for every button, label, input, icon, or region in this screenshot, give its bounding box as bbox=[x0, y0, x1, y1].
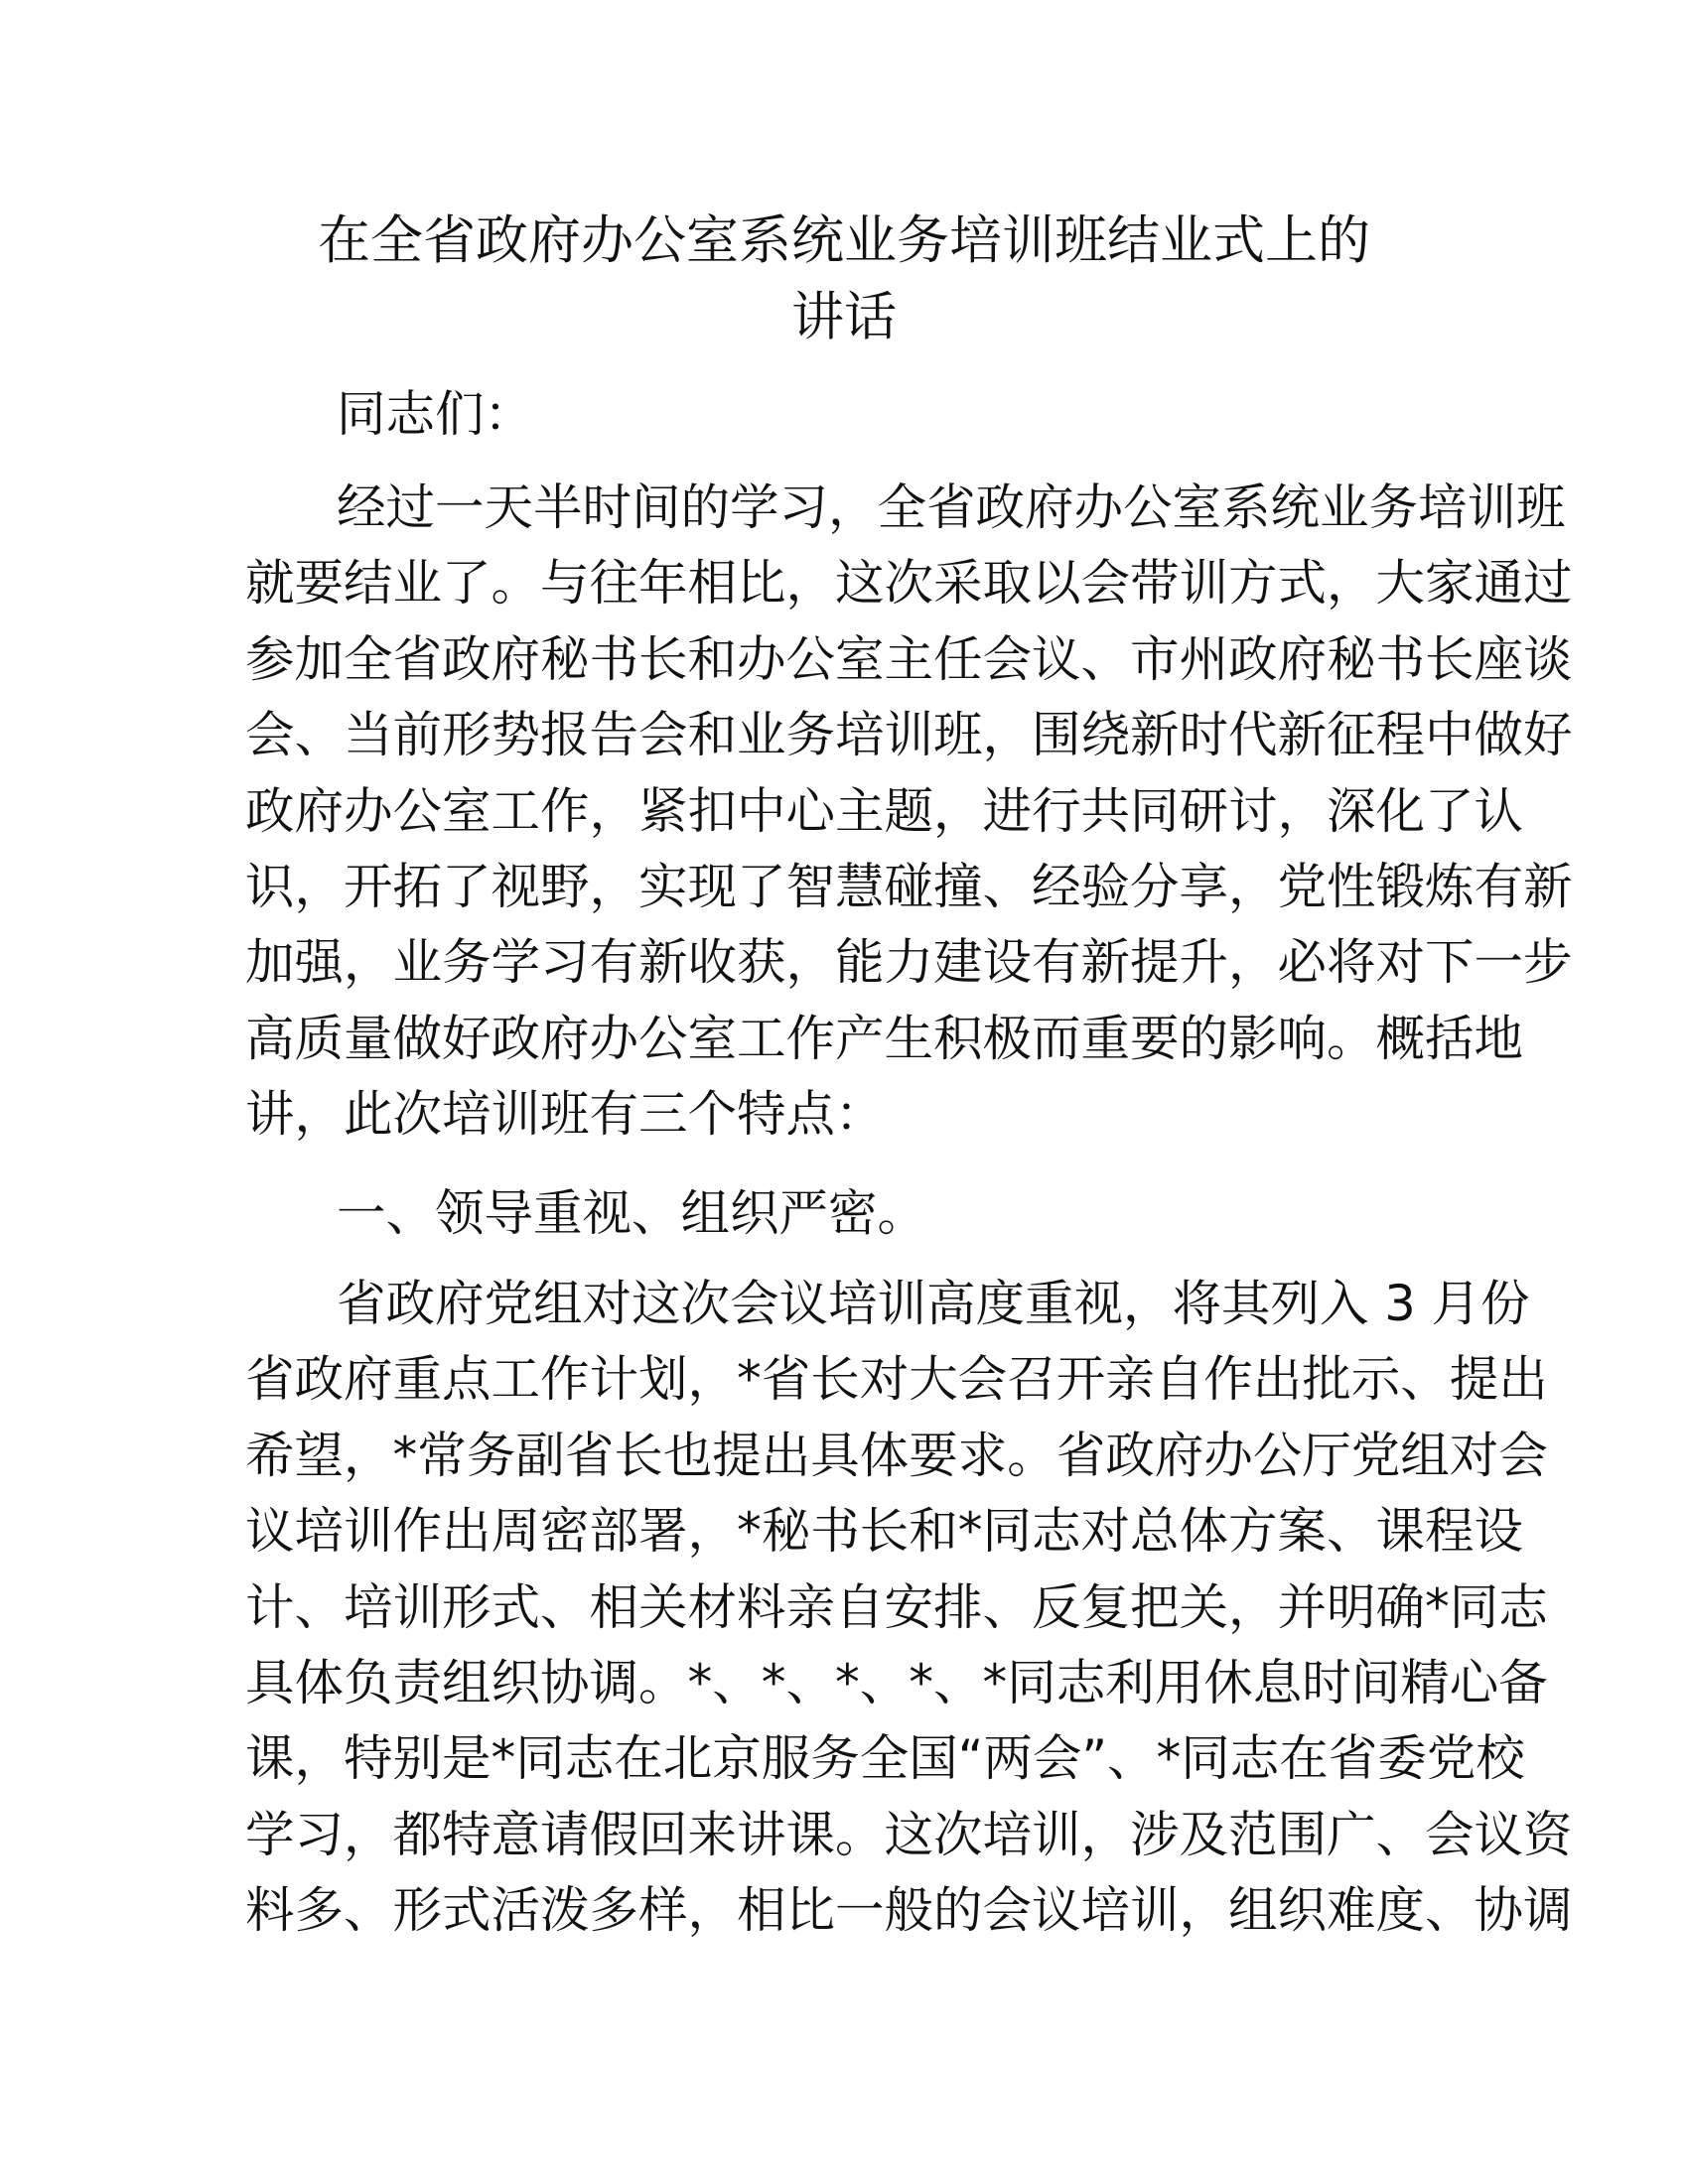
text-line: 省政府党组对这次会议培训高度重视，将其列入 3 月份 bbox=[337, 1275, 1530, 1332]
text-line: 政府办公室工作，紧扣中心主题，进行共同研讨，深化了认 bbox=[245, 781, 1523, 840]
text-line: 加强，业务学习有新收获，能力建设有新提升，必将对下一步 bbox=[245, 933, 1573, 992]
text-line: 学习，都特意请假回来讲课。这次培训，涉及范围广、会议资 bbox=[245, 1805, 1573, 1863]
text-line: 具体负责组织协调。*、*、*、*、*同志利用休息时间精心备 bbox=[245, 1653, 1548, 1711]
text-line: 计、培训形式、相关材料亲自安排、反复把关，并明确*同志 bbox=[245, 1577, 1548, 1636]
text-line: 参加全省政府秘书长和办公室主任会议、市州政府秘书长座谈 bbox=[245, 629, 1573, 688]
intro-paragraph bbox=[245, 470, 1573, 1153]
text-line: 课，特别是*同志在北京服务全国“两会”、*同志在省委党校 bbox=[245, 1729, 1525, 1788]
document-title-line-2: 讲话 bbox=[791, 287, 897, 347]
text-line: 就要结业了。与往年相比，这次采取以会带训方式，大家通过 bbox=[245, 554, 1573, 613]
text-line: 会、当前形势报告会和业务培训班，围绕新时代新征程中做好 bbox=[245, 706, 1573, 764]
text-line: 识，开拓了视野，实现了智慧碰撞、经验分享，党性锻炼有新 bbox=[245, 857, 1573, 915]
text-line: 议培训作出周密部署，*秘书长和*同志对总体方案、课程设 bbox=[245, 1502, 1523, 1561]
text-line: 希望，*常务副省长也提出具体要求。省政府办公厅党组对会 bbox=[245, 1426, 1548, 1484]
text-line: 省政府重点工作计划，*省长对大会召开亲自作出批示、提出 bbox=[245, 1350, 1548, 1409]
text-line: 料多、形式活泼多样，相比一般的会议培训，组织难度、协调 bbox=[245, 1881, 1573, 1940]
section-heading-1 bbox=[245, 1175, 1425, 1251]
section-1-paragraph bbox=[245, 1266, 1573, 1949]
text-line: 讲，此次培训班有三个特点： bbox=[245, 1085, 885, 1144]
text-line: 一、领导重视、组织严密。 bbox=[337, 1184, 926, 1242]
text-line: 同志们： bbox=[337, 385, 533, 443]
document-title-line-1: 在全省政府办公室系统业务培训班结业式上的 bbox=[318, 210, 1370, 271]
text-line: 经过一天半时间的学习，全省政府办公室系统业务培训班 bbox=[337, 478, 1566, 536]
salutation-paragraph bbox=[245, 376, 1425, 452]
text-line: 高质量做好政府办公室工作产生积极而重要的影响。概括地 bbox=[245, 1009, 1523, 1067]
